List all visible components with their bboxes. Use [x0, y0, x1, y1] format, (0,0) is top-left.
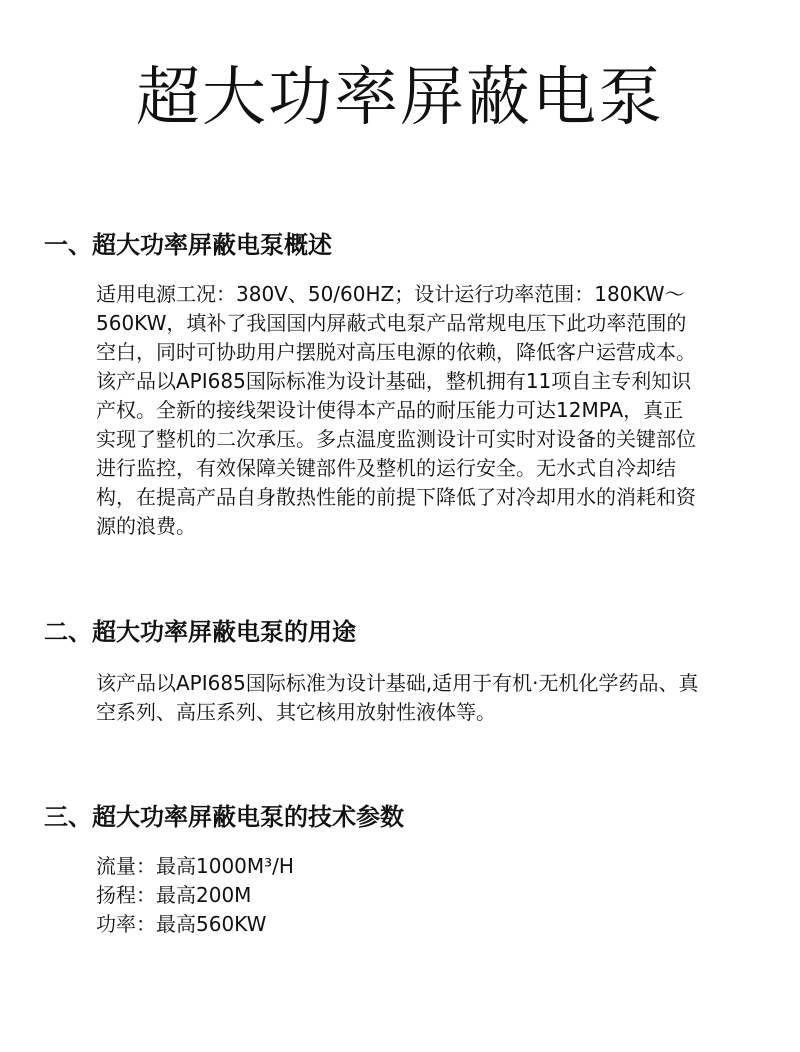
- section-overview: [0, 229, 800, 541]
- paragraph-line: 产权。全新的接线架设计使得本产品的耐压能力可达12MPA，真正: [96, 398, 684, 422]
- spec-flow: 流量：最高1000M³/H: [96, 854, 294, 878]
- section-specs: [0, 801, 800, 939]
- paragraph-line: 源的浪费。: [96, 514, 196, 538]
- paragraph-line: 空系列、高压系列、其它核用放射性液体等。: [96, 700, 496, 724]
- paragraph-line: 560KW，填补了我国国内屏蔽式电泵产品常规电压下此功率范围的: [96, 311, 687, 335]
- spec-power: 功率：最高560KW: [96, 912, 267, 936]
- section-heading: 一、超大功率屏蔽电泵概述: [44, 231, 332, 259]
- spec-list: [0, 852, 800, 939]
- spec-head: 扬程：最高200M: [96, 883, 252, 907]
- paragraph-line: 进行监控，有效保障关键部件及整机的运行安全。无水式自冷却结: [96, 456, 676, 480]
- paragraph-line: 实现了整机的二次承压。多点温度监测设计可实时对设备的关键部位: [96, 427, 696, 451]
- section-uses: [0, 616, 800, 727]
- section-heading: 三、超大功率屏蔽电泵的技术参数: [44, 803, 404, 831]
- page-title: 超大功率屏蔽电泵: [136, 61, 664, 135]
- paragraph-line: 该产品以API685国际标准为设计基础，整机拥有11项自主专利知识: [96, 369, 692, 393]
- paragraph-line: 空白，同时可协助用户摆脱对高压电源的依赖，降低客户运营成本。: [96, 340, 696, 364]
- section-paragraph: [0, 669, 800, 727]
- section-paragraph: [0, 280, 800, 541]
- paragraph-line: 构，在提高产品自身散热性能的前提下降低了对冷却用水的消耗和资: [96, 485, 696, 509]
- paragraph-line: 该产品以API685国际标准为设计基础,适用于有机·无机化学药品、真: [96, 671, 699, 695]
- section-heading: 二、超大功率屏蔽电泵的用途: [44, 618, 356, 646]
- paragraph-line: 适用电源工况：380V、50/60HZ；设计运行功率范围：180KW～: [96, 282, 685, 306]
